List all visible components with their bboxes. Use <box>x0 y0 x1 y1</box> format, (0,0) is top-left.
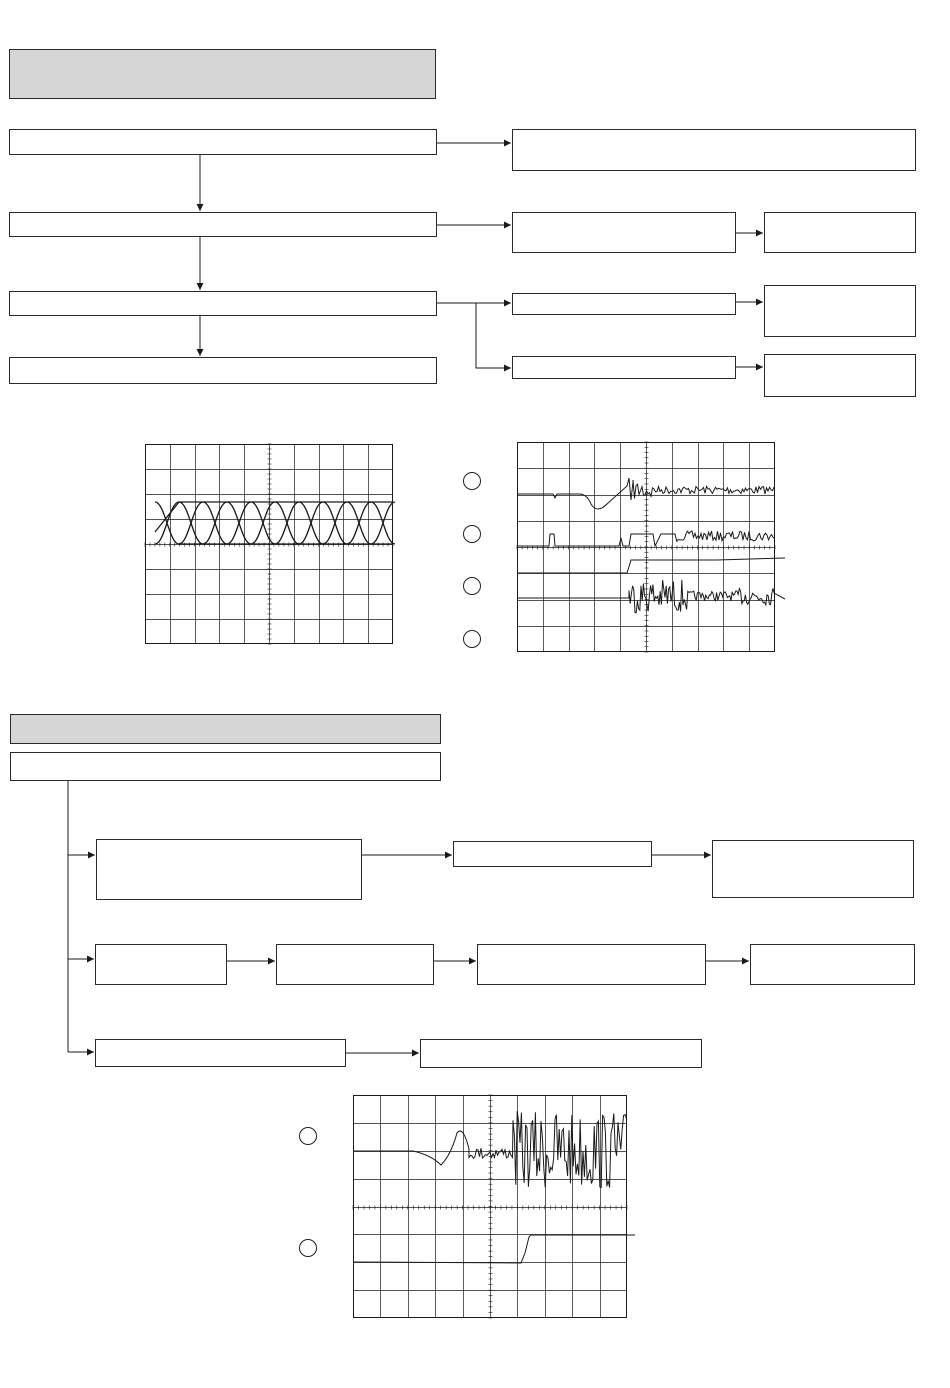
trace-c2 <box>353 1235 635 1263</box>
channel-marker-3 <box>463 577 481 595</box>
eye-fall <box>251 502 275 544</box>
eye-fall <box>227 502 251 544</box>
channel-marker-c1 <box>299 1127 317 1145</box>
eye-fall <box>155 502 179 544</box>
channel-marker-c2 <box>299 1239 317 1257</box>
eye-fall <box>275 502 299 544</box>
scope-c-traces <box>353 1111 635 1263</box>
trace-ch4 <box>517 580 785 613</box>
channel-marker-1 <box>463 472 481 490</box>
eye-fall <box>347 502 371 544</box>
eye-fall <box>179 502 203 544</box>
eye-entry <box>155 502 179 532</box>
channel-marker-4 <box>463 630 481 648</box>
channel-marker-2 <box>463 525 481 543</box>
oscilloscope-two-channel <box>353 1095 638 1318</box>
scope-c-grid <box>353 1095 627 1318</box>
trace-ch2 <box>517 531 775 546</box>
trace-ch1 <box>517 478 774 509</box>
scope-b-grid <box>517 442 775 652</box>
eye-fall <box>371 502 395 544</box>
oscilloscope-eye-pattern <box>145 444 393 644</box>
scope-a-trace <box>155 502 395 544</box>
oscilloscope-four-channel <box>517 442 785 652</box>
eye-fall <box>203 502 227 544</box>
scope-b-traces <box>517 478 785 613</box>
arrow-step3-result4 <box>476 303 511 368</box>
trace-c1 <box>353 1111 626 1187</box>
trace-ch3 <box>517 558 785 573</box>
